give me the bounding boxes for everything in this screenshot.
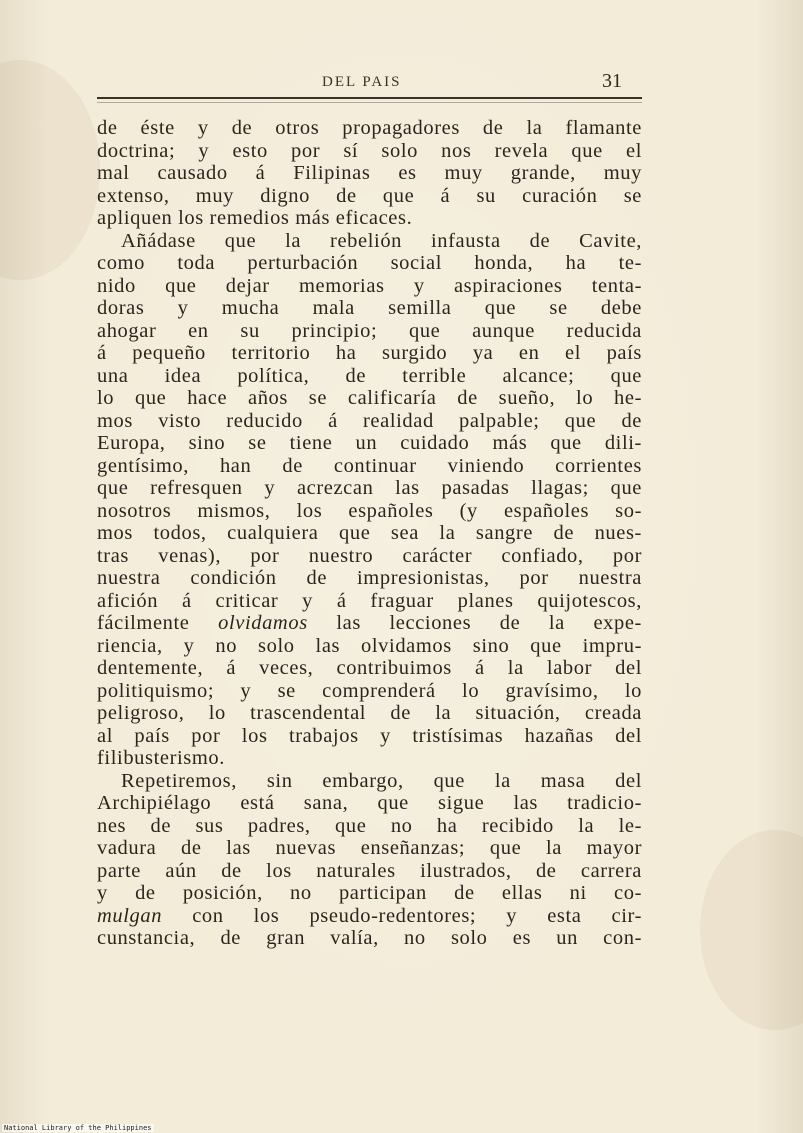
body-text	[97, 117, 642, 950]
text-line: Archipiélago está sana, que sigue las tradicio-	[97, 792, 642, 814]
text-line: politiquismo; y se comprenderá lo gravísimo, lo	[97, 679, 642, 702]
text-line: vadura de las nuevas enseñanzas; que la mayor	[97, 837, 642, 859]
text-line: tras venas), por nuestro carácter confiado, por	[97, 544, 642, 567]
text-line: filibusterismo.	[97, 747, 226, 769]
text-line: y de posición, no participan de ellas ni co-	[97, 882, 642, 904]
library-credit: National Library of the Philippines	[4, 1124, 152, 1132]
text-line: que refresquen y acrezcan las pasadas llagas; que	[97, 477, 642, 499]
text-segment: con los pseudo-redentores; y esta cir-	[192, 904, 642, 927]
text-line: como toda perturbación social honda, ha te-	[97, 252, 642, 274]
text-line: mos todos, cualquiera que sea la sangre de nues-	[97, 522, 642, 544]
text-line: Europa, sino se tiene un cuidado más que dili-	[97, 432, 642, 454]
header-rule	[97, 97, 642, 99]
text-segment: fácilmente	[97, 612, 190, 634]
italic-word: mulgan	[97, 904, 163, 927]
paper-stain	[0, 60, 100, 280]
text-segment: las lecciones de la expe-	[336, 612, 642, 634]
text-line: apliquen los remedios más eficaces.	[97, 207, 413, 229]
text-line: doctrina; y esto por sí solo nos revela que el	[97, 139, 642, 162]
text-line: riencia, y no solo las olvidamos sino que impru-	[97, 634, 642, 657]
text-line: doras y mucha mala semilla que se debe	[97, 297, 642, 319]
text-line: mos visto reducido á realidad palpable; que de	[97, 409, 642, 432]
text-line: Añádase que la rebelión infausta de Cavite,	[121, 229, 642, 252]
text-line: una idea política, de terrible alcance; que	[97, 364, 642, 387]
paper-stain	[700, 830, 803, 1030]
text-line: afición á criticar y á fraguar planes quijotescos,	[97, 589, 642, 612]
text-line: dentemente, á veces, contribuimos á la labor del	[97, 657, 642, 679]
text-line: extenso, muy digno de que á su curación se	[97, 184, 642, 207]
italic-word: olvidamos	[218, 612, 308, 634]
text-line: nido que dejar memorias y aspiraciones tenta-	[97, 274, 642, 297]
running-title: DEL PAIS	[322, 74, 402, 90]
text-line: gentísimo, han de continuar viniendo corrientes	[97, 454, 642, 477]
text-line: cunstancia, de gran valía, no solo es un con-	[97, 927, 642, 949]
text-line: al país por los trabajos y tristísimas hazañas del	[97, 724, 642, 747]
text-line: á pequeño territorio ha surgido ya en el país	[97, 342, 642, 364]
text-line: ahogar en su principio; que aunque reducida	[97, 319, 642, 342]
text-line-mixed	[97, 905, 642, 928]
text-line: mal causado á Filipinas es muy grande, muy	[97, 162, 642, 184]
text-line: nosotros mismos, los españoles (y españoles so-	[97, 499, 642, 522]
text-line: peligroso, lo trascendental de la situación, creada	[97, 702, 642, 724]
text-line: nuestra condición de impresionistas, por nuestra	[97, 567, 642, 589]
text-line-mixed	[97, 612, 642, 635]
page-number: 31	[602, 70, 622, 92]
text-line: lo que hace años se calificaría de sueño, lo he-	[97, 387, 642, 409]
page-header	[97, 72, 642, 102]
text-line: parte aún de los naturales ilustrados, de carrera	[97, 859, 642, 882]
header-rule-thin	[97, 102, 642, 103]
text-line: de éste y de otros propagadores de la flamante	[97, 117, 642, 139]
text-line: Repetiremos, sin embargo, que la masa del	[121, 769, 642, 792]
text-line: nes de sus padres, que no ha recibido la le-	[97, 814, 642, 837]
